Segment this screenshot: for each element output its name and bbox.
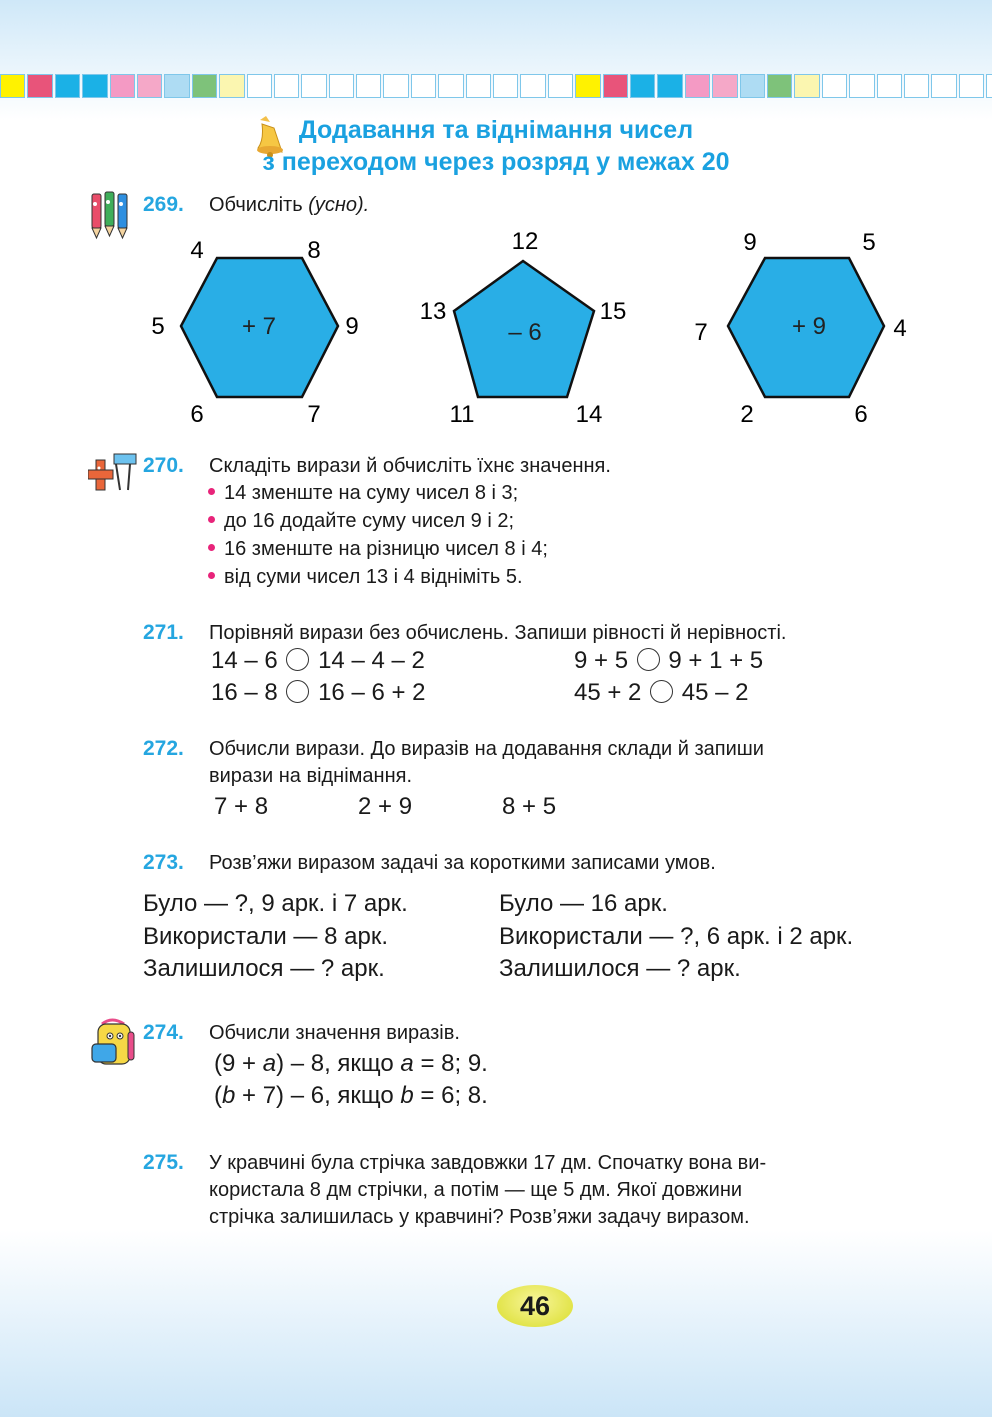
expression-line: (9 + а) – 8, якщо а = 8; 9. [214, 1050, 488, 1077]
compare-circle[interactable] [286, 680, 309, 703]
hexagon-1 [151, 237, 358, 428]
exercise-275-line: стрічка залишилась у кравчині? Розв’яжи задачу виразом. [209, 1206, 750, 1228]
exercise-272-number: 272. [143, 737, 184, 760]
expression: 2 + 9 [358, 793, 413, 820]
strip-square [986, 74, 992, 98]
strip-square [493, 74, 518, 98]
compare-circle[interactable] [650, 680, 673, 703]
compare-circle[interactable] [286, 648, 309, 671]
strip-square [959, 74, 984, 98]
strip-square [520, 74, 545, 98]
expression: 7 + 8 [214, 793, 269, 820]
strip-square [767, 74, 792, 98]
hexagon-2-label: 7 [694, 319, 708, 346]
page-title-line1: Додавання та віднімання чисел [298, 116, 694, 144]
exercise-273-number: 273. [143, 851, 184, 874]
bullet [208, 572, 215, 579]
strip-square [438, 74, 463, 98]
strip-square [794, 74, 819, 98]
page-title-line2: з переходом через розряд у межах 20 [262, 148, 730, 176]
compare-circle[interactable] [637, 648, 660, 671]
pentagon-center: – 6 [508, 319, 542, 346]
backpack-icon [88, 1018, 142, 1070]
hexagon-2-label: 2 [740, 401, 754, 428]
task-right-line: Залишилося — ? арк. [499, 955, 741, 982]
hexagon-2-label: 4 [893, 315, 907, 342]
page-number: 46 [497, 1285, 573, 1327]
exercise-273-text: Розв’яжи виразом задачі за короткими записами умов. [209, 852, 716, 874]
hexagon-1-label: 7 [307, 401, 321, 428]
strip-square [192, 74, 217, 98]
strip-square [630, 74, 655, 98]
strip-square [931, 74, 956, 98]
pentagon-label: 13 [419, 298, 447, 325]
strip-square [137, 74, 162, 98]
comparison-row: 9 + 5 9 + 1 + 5 [574, 647, 764, 674]
strip-square [466, 74, 491, 98]
pentagon-label: 14 [575, 401, 603, 428]
hexagon-2-label: 6 [854, 401, 868, 428]
hexagon-1-label: 5 [151, 313, 165, 340]
exercise-271-text: Порівняй вирази без обчислень. Запиши рівності й нерівності. [209, 622, 787, 644]
pentagon-label: 11 [449, 401, 475, 428]
strip-square [904, 74, 929, 98]
expression-line: (b + 7) – 6, якщо b = 6; 8. [214, 1082, 488, 1109]
task-left-line: Залишилося — ? арк. [143, 955, 385, 982]
strip-square [849, 74, 874, 98]
strip-square [822, 74, 847, 98]
plus-character-icon [88, 450, 142, 502]
strip-square [55, 74, 80, 98]
task-left-line: Було — ?, 9 арк. і 7 арк. [143, 890, 408, 917]
exercise-275-number: 275. [143, 1151, 184, 1174]
hexagon-2-center: + 9 [791, 313, 827, 340]
exercise-270-number: 270. [143, 454, 184, 477]
strip-square [27, 74, 52, 98]
task-right-line: Використали — ?, 6 арк. і 2 арк. [499, 923, 854, 950]
strip-square [274, 74, 299, 98]
exercise-270-text: Складіть вирази й обчисліть їхнє значення. [209, 455, 611, 477]
exercise-269-number: 269. [143, 193, 184, 216]
pentagon-label: 15 [599, 298, 627, 325]
list-item: 14 зменште на суму чисел 8 і 3; [208, 482, 518, 505]
hexagon-1-label: 9 [345, 313, 359, 340]
strip-square [0, 74, 25, 98]
strip-square [329, 74, 354, 98]
strip-square [301, 74, 326, 98]
comparison-row: 45 + 2 45 – 2 [574, 679, 749, 706]
hexagon-1-label: 6 [190, 401, 204, 428]
task-left-line: Використали — 8 арк. [143, 923, 388, 950]
strip-square [110, 74, 135, 98]
strip-square [164, 74, 189, 98]
bullet [208, 544, 215, 551]
hexagon-2-label: 9 [743, 229, 757, 256]
strip-square [356, 74, 381, 98]
strip-square [82, 74, 107, 98]
bullet [208, 488, 215, 495]
list-item: до 16 додайте суму чисел 9 і 2; [208, 510, 514, 533]
exercise-275-line: користала 8 дм стрічки, а потім — ще 5 дм. Якої довжини [209, 1179, 743, 1201]
strip-square [575, 74, 600, 98]
exercise-272-line2: вирази на віднімання. [209, 765, 413, 787]
strip-square [383, 74, 408, 98]
exercise-271-number: 271. [143, 621, 184, 644]
strip-square [411, 74, 436, 98]
pencils-icon [88, 190, 140, 240]
exercise-274-text: Обчисли значення виразів. [209, 1022, 460, 1044]
hexagon-1-center: + 7 [241, 313, 277, 340]
strip-square [685, 74, 710, 98]
strip-square [877, 74, 902, 98]
hexagon-1-label: 8 [307, 237, 321, 264]
list-item: від суми чисел 13 і 4 відніміть 5. [208, 566, 523, 589]
bullet [208, 516, 215, 523]
shapes-figure [140, 222, 920, 434]
comparison-row: 16 – 8 16 – 6 + 2 [211, 679, 426, 706]
comparison-row: 14 – 6 14 – 4 – 2 [211, 647, 425, 674]
strip-square [548, 74, 573, 98]
hexagon-2-label: 5 [862, 229, 876, 256]
strip-square [740, 74, 765, 98]
expression: 8 + 5 [502, 793, 557, 820]
decorative-strip [0, 74, 992, 100]
pentagon [420, 228, 627, 428]
exercise-275-line: У кравчині була стрічка завдовжки 17 дм. Спочатку вона ви- [209, 1152, 767, 1174]
strip-square [657, 74, 682, 98]
hexagon-2 [694, 229, 906, 428]
pentagon-label: 12 [511, 228, 539, 255]
list-item: 16 зменште на різницю чисел 8 і 4; [208, 538, 548, 561]
strip-square [219, 74, 244, 98]
exercise-274-number: 274. [143, 1021, 184, 1044]
hexagon-1-label: 4 [190, 237, 204, 264]
exercise-269-text: Обчисліть (усно). [209, 194, 370, 216]
task-right-line: Було — 16 арк. [499, 890, 668, 917]
strip-square [603, 74, 628, 98]
exercise-272-line1: Обчисли вирази. До виразів на додавання склади й запиши [209, 738, 764, 760]
strip-square [247, 74, 272, 98]
strip-square [712, 74, 737, 98]
